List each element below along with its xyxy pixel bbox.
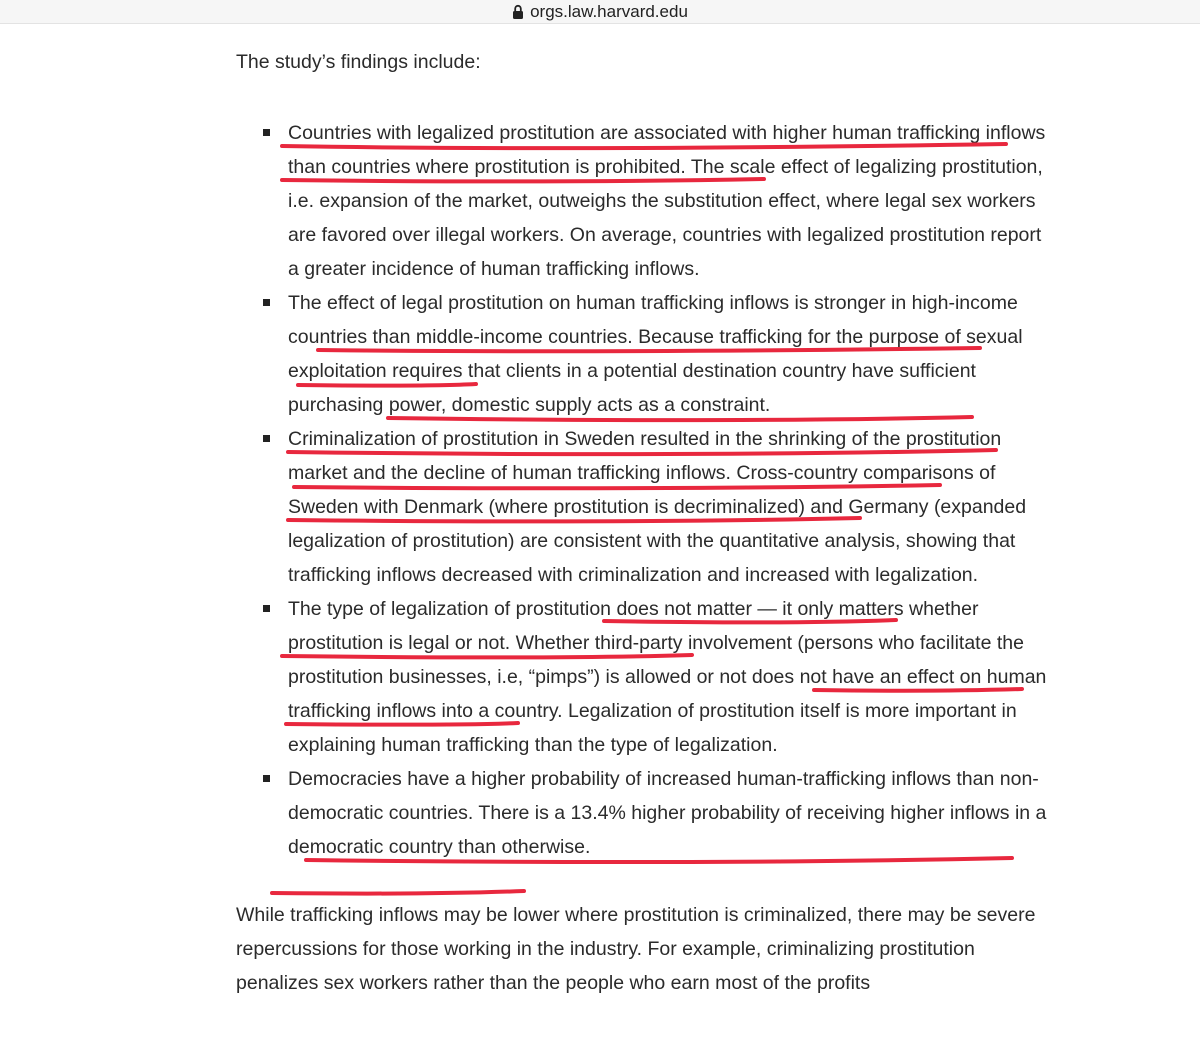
finding-highlighted-text: Criminalization of prostitution in Sweden resulted in the shrinking of the prostitution market and the decline of human trafficking inflows xyxy=(288,428,1002,484)
article-content xyxy=(236,45,1056,1000)
findings-intro: The study’s findings include: xyxy=(236,51,481,73)
bullet-icon xyxy=(263,299,270,306)
findings-list xyxy=(288,116,1048,864)
bullet-icon xyxy=(263,605,270,612)
finding-highlighted-text: Countries with legalized prostitution are associated with higher human trafficking inflows than countries where prostitution is prohibited xyxy=(288,122,1046,178)
bullet-icon xyxy=(263,775,270,782)
bullet-icon xyxy=(263,435,270,442)
closing-paragraph: While trafficking inflows may be lower where prostitution is criminalized, there may be severe repercussions for those working in the industry. For example, criminalizing prostitution penalizes sex workers rather than the people who earn most of the profits xyxy=(236,904,1036,994)
bullet-icon xyxy=(263,129,270,136)
lock-icon xyxy=(512,4,524,20)
finding-body-text: . There is a 13.4% higher probability of receiving higher inflows in a democratic country than otherwise. xyxy=(288,802,1047,858)
finding-item xyxy=(288,286,1048,422)
finding-item xyxy=(288,422,1048,592)
finding-highlighted-text: The effect of legal prostitution on human trafficking inflows is stronger in high-income countries than middle-income countries xyxy=(288,292,1018,348)
finding-body-text: . Whether third-party involvement (persons who facilitate the prostitution businesses, i.e, “pimps”) is allowed or not does not have an effect on human trafficking inflows into a country. Legalization of prostitution itself is more important in explaining human trafficking than the type of legalization. xyxy=(288,632,1047,756)
url-text: orgs.law.harvard.edu xyxy=(530,1,688,21)
browser-address-bar[interactable] xyxy=(0,0,1200,24)
finding-item xyxy=(288,592,1048,762)
finding-body-text: . Cross-country comparisons of Sweden with Denmark (where prostitution is decriminalized) and Germany (expanded legalization of prostitution) are consistent with the quantitative analysis, showing that trafficking inflows decreased with criminalization and increased with legalization. xyxy=(288,462,1027,586)
finding-highlighted-text: Democracies have a higher probability of increased human-trafficking inflows than non-democratic countries xyxy=(288,768,1039,824)
finding-highlighted-text: The type of legalization of prostitution does not matter — it only matters whether prostitution is legal or not xyxy=(288,598,979,654)
finding-body-text: . The scale effect of legalizing prostitution, i.e. expansion of the market, outweighs the substitution effect, where legal sex workers are favored over illegal workers. On average, countries with legalized prostitution report a greater incidence of human trafficking inflows. xyxy=(288,156,1043,280)
finding-item xyxy=(288,116,1048,286)
finding-item xyxy=(288,762,1048,864)
finding-body-text: . Because trafficking for the purpose of sexual exploitation requires that clients in a potential destination country have sufficient purchasing power, domestic supply acts as a constraint. xyxy=(288,326,1023,416)
